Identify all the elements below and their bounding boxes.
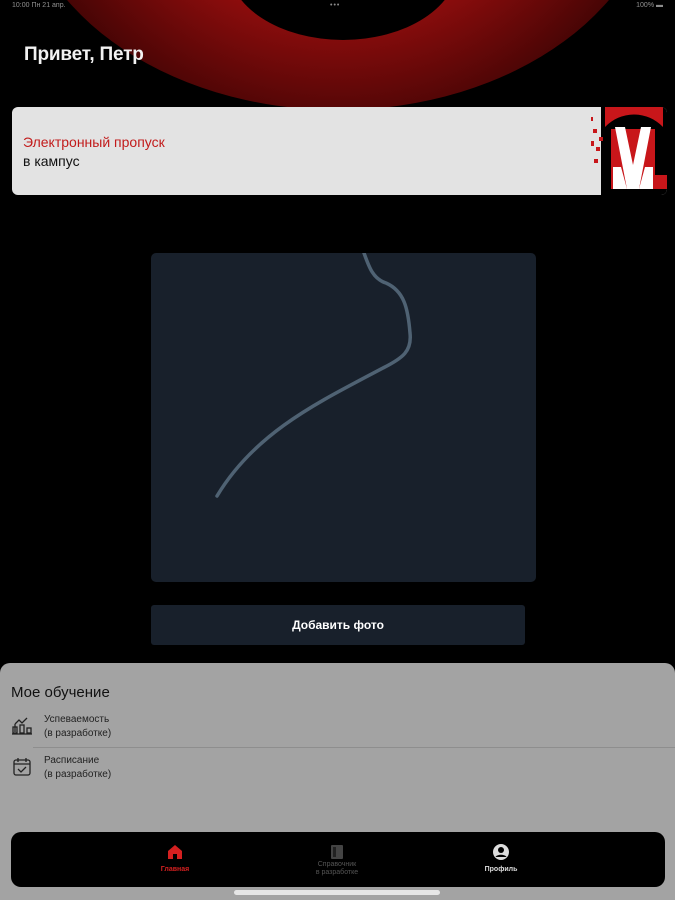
learning-item-label: Успеваемость: [44, 714, 110, 725]
tab-note: в разработке: [315, 869, 359, 876]
learning-item-schedule[interactable]: [11, 752, 661, 790]
home-indicator[interactable]: [234, 890, 440, 895]
tab-label: Профиль: [484, 866, 518, 873]
battery-indicator: 100% ▬: [636, 2, 663, 9]
pass-subtitle: в кампус: [23, 153, 80, 169]
status-dots: •••: [330, 2, 341, 9]
tab-profile[interactable]: [441, 832, 561, 887]
greeting-title: Привет, Петр: [24, 44, 144, 65]
tab-label: Главная: [160, 866, 190, 873]
status-bar: [0, 2, 675, 14]
learning-title: Мое обучение: [11, 684, 110, 701]
learning-item-note: (в разработке): [44, 769, 112, 780]
directory-icon: [328, 843, 346, 861]
learning-item-note: (в разработке): [44, 728, 112, 739]
tab-home[interactable]: [115, 832, 235, 887]
tab-directory[interactable]: [277, 832, 397, 887]
home-icon: [166, 843, 184, 861]
learning-item-label: Расписание: [44, 755, 100, 766]
divider: [33, 747, 675, 748]
calendar-check-icon: [11, 756, 33, 778]
bottom-tab-bar: [11, 832, 665, 887]
university-logo-icon: [591, 107, 667, 195]
tab-label: Справочник: [317, 861, 357, 868]
pass-title: Электронный пропуск: [23, 134, 165, 150]
campus-pass-card[interactable]: [12, 107, 667, 195]
add-photo-button[interactable]: Добавить фото: [151, 605, 525, 645]
photo-placeholder: [151, 253, 536, 582]
status-time: 10:00 Пн 21 апр.: [12, 2, 66, 9]
profile-icon: [492, 843, 510, 861]
grades-chart-icon: [11, 715, 33, 737]
photo-placeholder-line: [151, 253, 536, 582]
learning-item-grades[interactable]: [11, 711, 661, 749]
